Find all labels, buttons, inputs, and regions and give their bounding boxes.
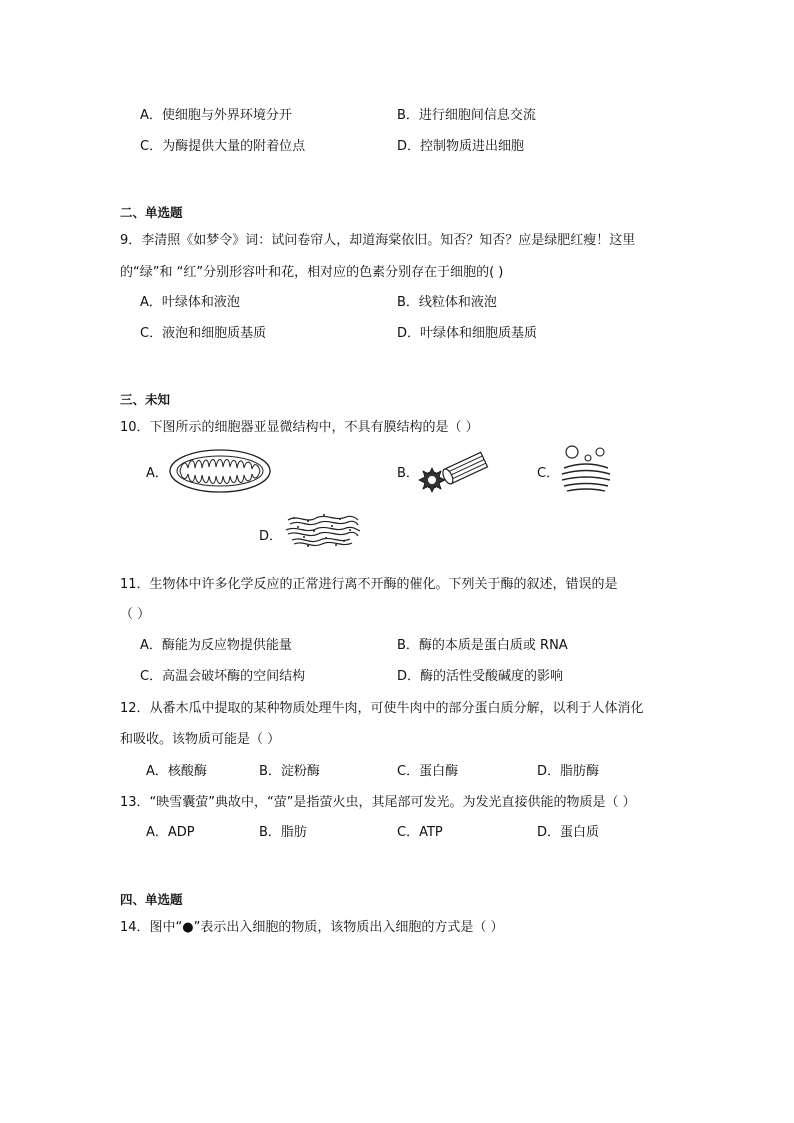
- q12-stem-line2: 和吸收。该物质可能是（ ）: [120, 732, 281, 747]
- q10-label-c: C．: [537, 466, 560, 481]
- golgi-figure: [558, 444, 614, 496]
- q9-option-d: D．叶绿体和细胞质基质: [397, 326, 538, 341]
- q8-option-b: B．进行细胞间信息交流: [397, 108, 536, 123]
- q11-option-c: C．高温会破坏酶的空间结构: [140, 669, 306, 684]
- q9-option-c: C．液泡和细胞质基质: [140, 326, 267, 341]
- section-4-title: 四、单选题: [120, 892, 183, 907]
- q9-stem-line1: 9．李清照《如梦令》词：试问卷帘人，却道海棠依旧。知否？知否？应是绿肥红瘦！这里: [120, 233, 636, 248]
- centriole-figure: [418, 450, 490, 496]
- endoplasmic-reticulum-figure: [284, 512, 362, 552]
- q12-option-d: D．脂肪酶: [537, 764, 600, 779]
- q12-option-b: B．淀粉酶: [259, 764, 320, 779]
- q11-option-d: D．酶的活性受酸碱度的影响: [397, 669, 564, 684]
- q13-option-a: A．ADP: [146, 825, 195, 840]
- q10-label-a: A．: [146, 466, 168, 481]
- q10-label-b: B．: [397, 466, 419, 481]
- q11-option-b: B．酶的本质是蛋白质或 RNA: [397, 638, 568, 653]
- q9-option-a: A．叶绿体和液泡: [140, 295, 240, 310]
- mitochondrion-figure: [168, 448, 272, 494]
- q11-stem-line1: 11．生物体中许多化学反应的正常进行离不开酶的催化。下列关于酶的叙述，错误的是: [120, 577, 618, 592]
- section-3-title: 三、未知: [120, 392, 171, 407]
- q13-option-d: D．蛋白质: [537, 825, 600, 840]
- q10-stem: 10．下图所示的细胞器亚显微结构中，不具有膜结构的是（ ）: [120, 420, 479, 435]
- q10-label-d: D．: [259, 529, 283, 544]
- q12-stem-line1: 12．从番木瓜中提取的某种物质处理牛肉，可使牛肉中的部分蛋白质分解，以利于人体消化: [120, 701, 644, 716]
- q11-stem-line2: （ ）: [120, 607, 151, 622]
- q11-option-a: A．酶能为反应物提供能量: [140, 638, 292, 653]
- q13-option-b: B．脂肪: [259, 825, 307, 840]
- q8-option-a: A．使细胞与外界环境分开: [140, 108, 292, 123]
- q12-option-a: A．核酸酶: [146, 764, 207, 779]
- q9-stem-line2: 的“绿”和 “红”分别形容叶和花，相对应的色素分别存在于细胞的( ): [120, 265, 504, 280]
- q13-stem: 13．“映雪囊萤”典故中，“萤”是指萤火虫，其尾部可发光。为发光直接供能的物质是（ ）: [120, 795, 636, 810]
- q12-option-c: C．蛋白酶: [397, 764, 459, 779]
- q14-stem: 14．图中“●”表示出入细胞的物质，该物质出入细胞的方式是（ ）: [120, 920, 504, 935]
- q9-option-b: B．线粒体和液泡: [397, 295, 497, 310]
- q8-option-c: C．为酶提供大量的附着位点: [140, 139, 306, 154]
- q13-option-c: C．ATP: [397, 825, 443, 840]
- section-2-title: 二、单选题: [120, 205, 183, 220]
- q8-option-d: D．控制物质进出细胞: [397, 139, 525, 154]
